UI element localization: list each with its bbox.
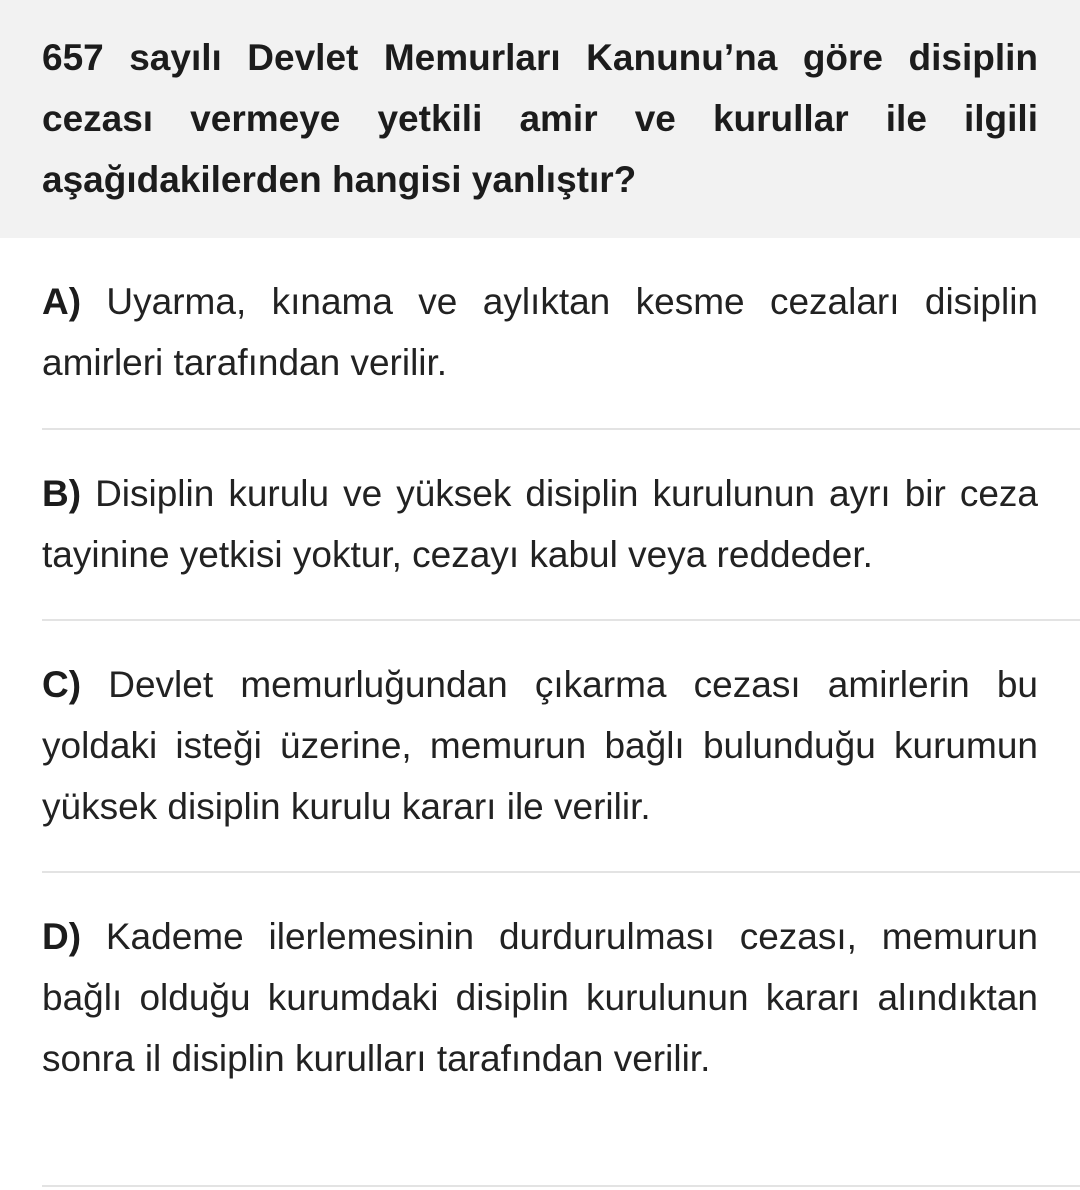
option-c-letter: C)	[42, 664, 82, 705]
question-box	[0, 0, 1080, 238]
option-d-text: Kademe ilerlemesinin durdurulması cezası, memurun bağlı olduğu kurumdaki disiplin kurulunun kararı alındıktan sonra il disiplin kurulları tarafından verilir.	[42, 916, 1039, 1079]
option-d-letter: D)	[42, 916, 82, 957]
option-a[interactable]	[42, 238, 1080, 430]
option-d[interactable]	[42, 873, 1080, 1187]
option-b[interactable]	[42, 430, 1080, 621]
option-c-text: Devlet memurluğundan çıkarma cezası amirlerin bu yoldaki isteği üzerine, memurun bağlı bulunduğu kurumun yüksek disiplin kurulu kararı ile verilir.	[42, 664, 1039, 827]
option-a-letter: A)	[42, 281, 82, 322]
option-b-letter: B)	[42, 473, 82, 514]
option-a-content	[42, 271, 1038, 393]
option-b-content	[42, 463, 1038, 585]
option-d-content	[42, 906, 1038, 1089]
option-c-content	[42, 654, 1038, 837]
option-b-text: Disiplin kurulu ve yüksek disiplin kurulunun ayrı bir ceza tayinine yetkisi yoktur, cezayı kabul veya reddeder.	[42, 473, 1038, 575]
question-text: 657 sayılı Devlet Memurları Kanunu’na göre disiplin cezası vermeye yetkili amir ve kurullar ile ilgili aşağıdakilerden hangisi yanlıştır?	[42, 37, 1038, 200]
answer-options	[0, 238, 1080, 1187]
option-c[interactable]	[42, 621, 1080, 873]
option-a-text: Uyarma, kınama ve aylıktan kesme cezaları disiplin amirleri tarafından verilir.	[42, 281, 1039, 383]
